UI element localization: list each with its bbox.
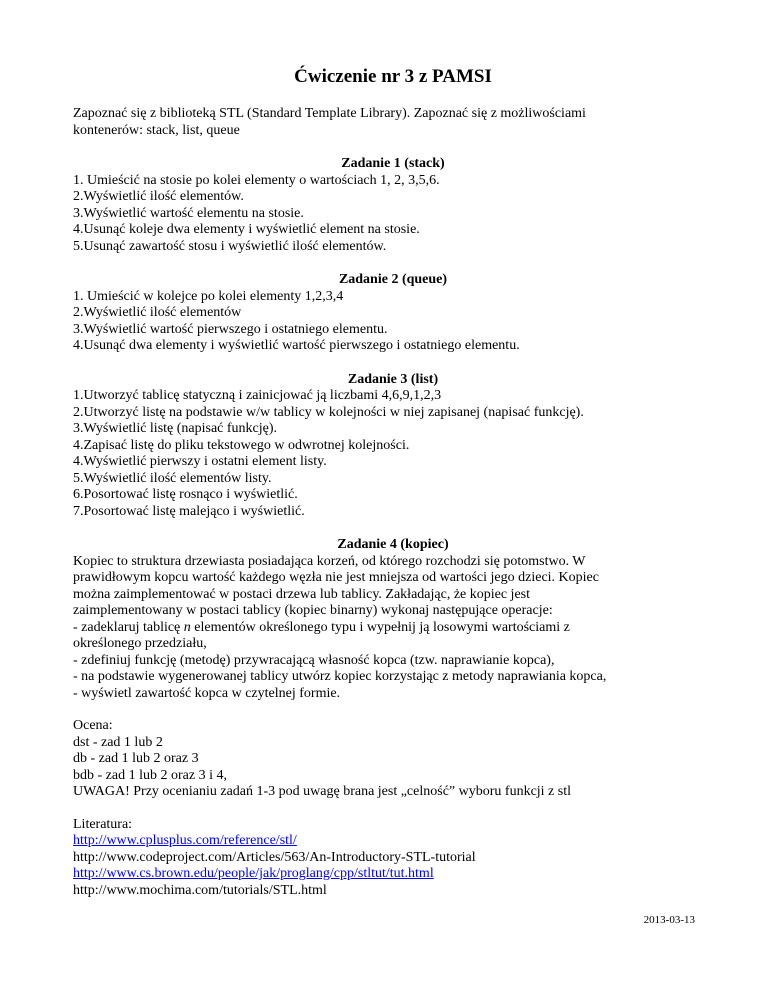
task-4-text-line: zaimplementowany w postaci tablicy (kopiec binarny) wykonaj następujące operacje:: [73, 603, 553, 618]
task-2-item: 2.Wyświetlić ilość elementów: [73, 305, 242, 320]
task-3-item: 6.Posortować listę rosnąco i wyświetlić.: [73, 487, 298, 502]
intro-line: Zapoznać się z biblioteką STL (Standard Template Library). Zapoznać się z możliwościami: [73, 106, 586, 121]
task-3-item: 1.Utworzyć tablicę statyczną i zainicjować ją liczbami 4,6,9,1,2,3: [73, 388, 442, 403]
task-4-title: Zadanie 4 (kopiec): [337, 537, 449, 552]
task-3-item: 7.Posortować listę malejąco i wyświetlić.: [73, 503, 305, 519]
document-page: [73, 64, 713, 899]
task-4-item: - na podstawie wygenerowanej tablicy utwórz kopiec korzystając z metody naprawiania kopca,: [73, 669, 607, 684]
task-4-item: - zdefiniuj funkcję (metodę) przywracającą własność kopca (tzw. naprawianie kopca),: [73, 652, 555, 668]
task-4-item-cont: określonego przedziału,: [73, 636, 207, 651]
task-2-section: [73, 272, 713, 355]
task-1-item: 4.Usunąć koleje dwa elementy i wyświetlić element na stosie.: [73, 222, 420, 237]
document-date: 2013-03-13: [643, 914, 695, 926]
literature-link-brown[interactable]: http://www.cs.brown.edu/people/jak/proglang/cpp/stltut/tut.html: [73, 866, 434, 881]
grading-note: UWAGA! Przy ocenianiu zadań 1-3 pod uwagę brana jest „celność” wyboru funkcji z stl: [73, 784, 571, 799]
grading-line: bdb - zad 1 lub 2 oraz 3 i 4,: [73, 767, 227, 783]
task-1-title: Zadanie 1 (stack): [341, 156, 445, 171]
literature-label: Literatura:: [73, 816, 133, 832]
literature-text-mochima: http://www.mochima.com/tutorials/STL.html: [73, 882, 327, 898]
task-4-text-line: prawidłowym kopcu wartość każdego węzła nie jest mniejsza od wartości jego dzieci. Kopiec: [73, 570, 599, 585]
task-3-section: [73, 372, 713, 521]
task-3-item: 2.Utworzyć listę na podstawie w/w tablicy w kolejności w niej zapisanej (napisać funkcję).: [73, 404, 584, 420]
task-3-item: 3.Wyświetlić listę (napisać funkcję).: [73, 421, 278, 436]
literature-section: [73, 817, 713, 900]
task-4-item-1-prefix: - zadeklaruj tablicę: [73, 619, 184, 635]
literature-text-codeproject: http://www.codeproject.com/Articles/563/An-Introductory-STL-tutorial: [73, 849, 476, 865]
task-3-item: 4.Wyświetlić pierwszy i ostatni element listy.: [73, 454, 327, 469]
task-2-item: 1. Umieścić w kolejce po kolei elementy 1,2,3,4: [73, 288, 344, 304]
task-1-item: 1. Umieścić na stosie po kolei elementy o wartościach 1, 2, 3,5,6.: [73, 172, 440, 188]
task-4-text-line: Kopiec to struktura drzewiasta posiadająca korzeń, od którego rozchodzi się potomstwo. W: [73, 553, 586, 569]
grading-label: Ocena:: [73, 718, 113, 733]
task-4-item: [73, 620, 713, 637]
intro-line: kontenerów: stack, list, queue: [73, 122, 240, 138]
grading-line: dst - zad 1 lub 2: [73, 734, 163, 750]
task-1-item: 2.Wyświetlić ilość elementów.: [73, 189, 244, 204]
task-3-item: 5.Wyświetlić ilość elementów listy.: [73, 470, 272, 486]
intro-paragraph: [73, 106, 713, 139]
grading-section: [73, 718, 713, 801]
task-1-section: [73, 156, 713, 255]
task-4-item-1-suffix: elementów określonego typu i wypełnij ją losowymi wartościami z: [190, 619, 570, 635]
task-4-text-line: można zaimplementować w postaci drzewa lub tablicy. Zakładając, że kopiec jest: [73, 586, 531, 602]
grading-line: db - zad 1 lub 2 oraz 3: [73, 751, 199, 766]
task-2-item: 3.Wyświetlić wartość pierwszego i ostatniego elementu.: [73, 321, 388, 337]
literature-link-cplusplus[interactable]: http://www.cplusplus.com/reference/stl/: [73, 833, 297, 848]
task-4-section: [73, 537, 713, 702]
task-2-title: Zadanie 2 (queue): [338, 272, 448, 287]
task-1-item: 3.Wyświetlić wartość elementu na stosie.: [73, 205, 304, 221]
task-1-item: 5.Usunąć zawartość stosu i wyświetlić ilość elementów.: [73, 238, 387, 254]
task-4-item: - wyświetl zawartość kopca w czytelnej formie.: [73, 685, 341, 701]
task-3-item: 4.Zapisać listę do pliku tekstowego w odwrotnej kolejności.: [73, 437, 410, 453]
task-4-item-1-italic: n: [183, 619, 191, 635]
task-3-title: Zadanie 3 (list): [347, 371, 439, 387]
task-2-item: 4.Usunąć dwa elementy i wyświetlić wartość pierwszego i ostatniego elementu.: [73, 338, 520, 353]
document-title: Ćwiczenie nr 3 z PAMSI: [294, 66, 492, 87]
